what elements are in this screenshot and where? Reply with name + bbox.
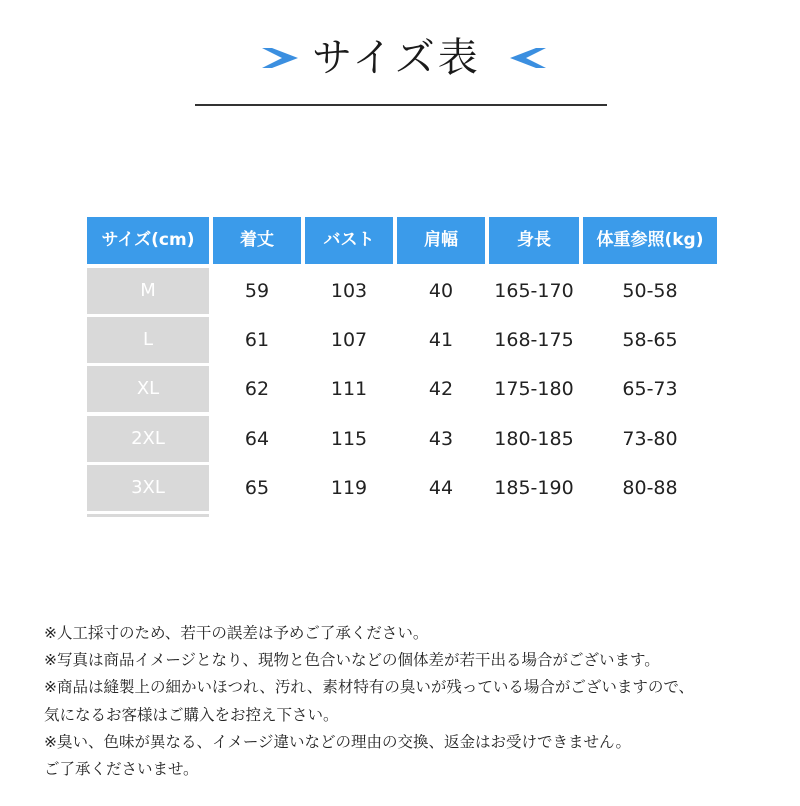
notes-block — [44, 620, 774, 783]
shoulder-value: 44 — [428, 477, 454, 499]
size-label: XL — [87, 366, 209, 412]
bust-value: 103 — [330, 280, 368, 302]
arrow-left-icon — [510, 44, 546, 72]
height-value: 165-170 — [494, 280, 574, 302]
weight-value: 65-73 — [622, 378, 678, 400]
bust-value: 111 — [330, 378, 368, 400]
bust-value: 107 — [330, 329, 368, 351]
table-row — [87, 416, 717, 462]
arrow-right-icon — [262, 44, 298, 72]
bust-value: 115 — [330, 428, 368, 450]
length-value: 62 — [244, 378, 270, 400]
size-label: 3XL — [87, 465, 209, 511]
table-row — [87, 465, 717, 511]
header-bust: バスト — [305, 217, 393, 264]
table-row — [87, 366, 717, 412]
note-line: ※商品は縫製上の細かいほつれ、汚れ、素材特有の臭いが残っている場合がございますので、 — [44, 678, 695, 697]
weight-value: 58-65 — [622, 329, 678, 351]
length-value: 59 — [244, 280, 270, 302]
height-value: 168-175 — [494, 329, 574, 351]
bust-value: 119 — [330, 477, 368, 499]
shoulder-value: 40 — [428, 280, 454, 302]
shoulder-value: 43 — [428, 428, 454, 450]
size-column-tail — [87, 514, 209, 517]
height-value: 180-185 — [494, 428, 574, 450]
height-value: 175-180 — [494, 378, 574, 400]
size-label: 2XL — [87, 416, 209, 462]
size-label: L — [87, 317, 209, 363]
note-line: ご了承くださいませ。 — [44, 760, 199, 779]
header-weight: 体重参照(kg) — [583, 217, 717, 264]
shoulder-value: 41 — [428, 329, 454, 351]
header-height: 身長 — [489, 217, 579, 264]
weight-value: 80-88 — [622, 477, 678, 499]
shoulder-value: 42 — [428, 378, 454, 400]
weight-value: 50-58 — [622, 280, 678, 302]
title-block — [0, 28, 800, 88]
table-row — [87, 317, 717, 363]
note-line: ※写真は商品イメージとなり、現物と色合いなどの個体差が若干出る場合がございます。 — [44, 651, 660, 670]
title-divider — [195, 104, 607, 106]
page-title: サイズ表 — [312, 35, 481, 81]
header-shoulder: 肩幅 — [397, 217, 485, 264]
table-row — [87, 268, 717, 314]
length-value: 61 — [244, 329, 270, 351]
length-value: 65 — [244, 477, 270, 499]
header-size: サイズ(cm) — [87, 217, 209, 264]
note-line: ※臭い、色味が異なる、イメージ違いなどの理由の交換、返金はお受けできません。 — [44, 732, 631, 751]
weight-value: 73-80 — [622, 428, 678, 450]
note-line: 気になるお客様はご購入をお控え下さい。 — [44, 705, 339, 724]
header-length: 着丈 — [213, 217, 301, 264]
length-value: 64 — [244, 428, 270, 450]
height-value: 185-190 — [494, 477, 574, 499]
size-label: M — [87, 268, 209, 314]
note-line: ※人工採寸のため、若干の誤差は予めご了承ください。 — [44, 624, 429, 642]
